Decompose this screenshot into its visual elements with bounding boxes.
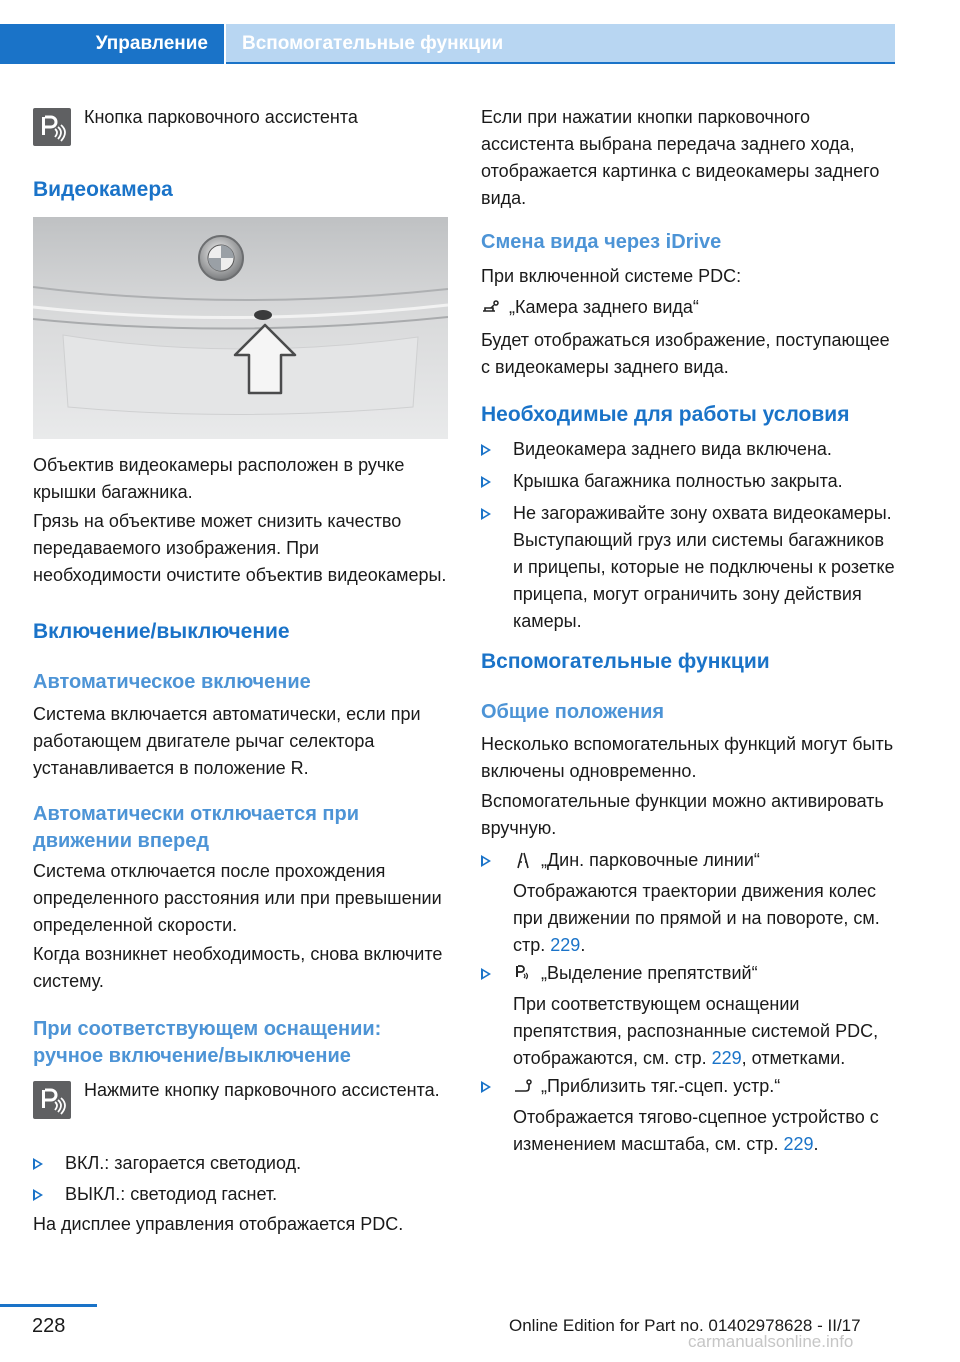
header-divider [226, 62, 895, 64]
rear-camera-photo [33, 217, 448, 439]
bullet-triangle-icon [481, 508, 491, 520]
function-option[interactable] [513, 1073, 896, 1100]
tab-control-label: Управление [95, 33, 208, 54]
page-number: 228 [32, 1315, 66, 1337]
button-caption: Кнопка парковочного ассистента [84, 107, 358, 127]
bullet-triangle-icon [481, 476, 491, 488]
rear-cam-label: „Камера заднего вида“ [509, 297, 699, 317]
page-number-bar [0, 1304, 97, 1307]
bullet-triangle-icon [481, 855, 491, 867]
tab-assist-label: Вспомогательные функции [242, 33, 504, 54]
auto-off-text: Система отключается после прохождения определенного расстояния или при превышении определенной скорости. [33, 861, 442, 935]
lens-text: Объектив видеокамеры расположен в ручке крышки багажника. [33, 455, 405, 502]
tow-hitch-zoom-icon [513, 1076, 533, 1096]
f2-description [513, 991, 896, 1072]
reverse-text: Если при нажатии кнопки парковочного ассистента выбрана передача заднего хода, отображается картинка с видеокамеры заднего вида. [481, 107, 880, 208]
obstacle-marking-icon [513, 963, 533, 983]
list-item-text: Видеокамера заднего вида включена. [513, 439, 832, 459]
function-option[interactable] [513, 960, 896, 987]
list-item-text: ВЫКЛ.: светодиод гаснет. [65, 1184, 278, 1204]
pdc-on-text: При включенной системе PDC: [481, 266, 742, 286]
rear-camera-icon [481, 297, 501, 317]
f3-text: Отображается тягово-сцепное устройство с изменением масштаба, см. стр. [513, 1107, 879, 1154]
tab-assist[interactable] [226, 24, 895, 64]
list-item-text: ВКЛ.: загорается светодиод. [65, 1153, 302, 1173]
auto-on-heading: Автоматическое включение [33, 671, 311, 693]
page-link[interactable]: 229 [711, 1048, 742, 1068]
page-header [0, 24, 895, 64]
press-text: Нажмите кнопку парковочного ассистента. [84, 1080, 440, 1100]
manual-heading: При соответствующем оснащении: ручное включение/выключение [33, 1018, 382, 1067]
bullet-triangle-icon [481, 1081, 491, 1093]
watermark: carmanualsonline.info [688, 1332, 854, 1351]
page-link[interactable]: 229 [550, 935, 581, 955]
f2-text: При соответствующем оснащении препятствия, распознанные системой PDC, отображаются, см. стр. [513, 994, 879, 1068]
tab-control[interactable] [0, 24, 224, 64]
f1-text: Отображаются траектории движения колес при движении по прямой и на повороте, см. стр. [513, 881, 880, 955]
display-text: На дисплее управления отображается PDC. [33, 1214, 404, 1234]
f2-label: „Выделение препятствий“ [541, 963, 758, 983]
general-heading: Общие положения [481, 701, 665, 723]
again-text: Когда возникнет необходимость, снова включите систему. [33, 944, 443, 991]
list-item-text: Крышка багажника полностью закрыта. [513, 471, 843, 491]
bullet-triangle-icon [33, 1158, 43, 1170]
image-text: Будет отображаться изображение, поступающее с видеокамеры заднего вида. [481, 330, 890, 377]
rear-cam-option[interactable] [481, 294, 896, 321]
parking-lines-icon [513, 850, 533, 870]
f1-label: „Дин. парковочные линии“ [541, 850, 760, 870]
page-link[interactable]: 229 [783, 1134, 814, 1154]
parking-assist-button-icon [33, 108, 71, 146]
f2-suffix: , отметками. [741, 1048, 846, 1068]
assist-heading: Вспомогательные функции [481, 650, 770, 673]
f1-description: Отображаются траектории движения колес при движении по прямой и на повороте, см. стр. 229. [513, 881, 880, 955]
conditions-heading: Необходимые для работы условия [481, 403, 850, 426]
edition-footer: Online Edition for Part no. 01402978628 - II/17 [509, 1316, 861, 1335]
f3-description: Отображается тягово-сцепное устройство с изменением масштаба, см. стр. 229. [513, 1107, 879, 1154]
auto-off-heading: Автоматически отключается при движении вперед [33, 803, 360, 852]
bullet-triangle-icon [481, 968, 491, 980]
list-item-text: Не загораживайте зону охвата видеокамеры. Выступающий груз или системы багажников и прицепы, которые не подключены к розетке прицепа, могут ограничить зону действия камеры. [513, 503, 895, 631]
f3-label: „Приблизить тяг.-сцеп. устр.“ [541, 1076, 781, 1096]
camera-heading: Видеокамера [33, 178, 173, 201]
function-option[interactable] [513, 847, 896, 874]
dirt-text: Грязь на объективе может снизить качество передаваемого изображения. При необходимости очистите объектив видеокамеры. [33, 511, 447, 585]
several-text: Несколько вспомогательных функций могут быть включены одновременно. [481, 734, 894, 781]
auto-on-text: Система включается автоматически, если при работающем двигателе рычаг селектора устанавливается в положение R. [33, 704, 421, 778]
onoff-heading: Включение/выключение [33, 620, 290, 643]
parking-assist-button-icon-2 [33, 1081, 71, 1119]
manual-text: Вспомогательные функции можно активировать вручную. [481, 791, 884, 838]
bullet-triangle-icon [481, 444, 491, 456]
bullet-triangle-icon [33, 1189, 43, 1201]
idrive-heading: Смена вида через iDrive [481, 231, 722, 253]
